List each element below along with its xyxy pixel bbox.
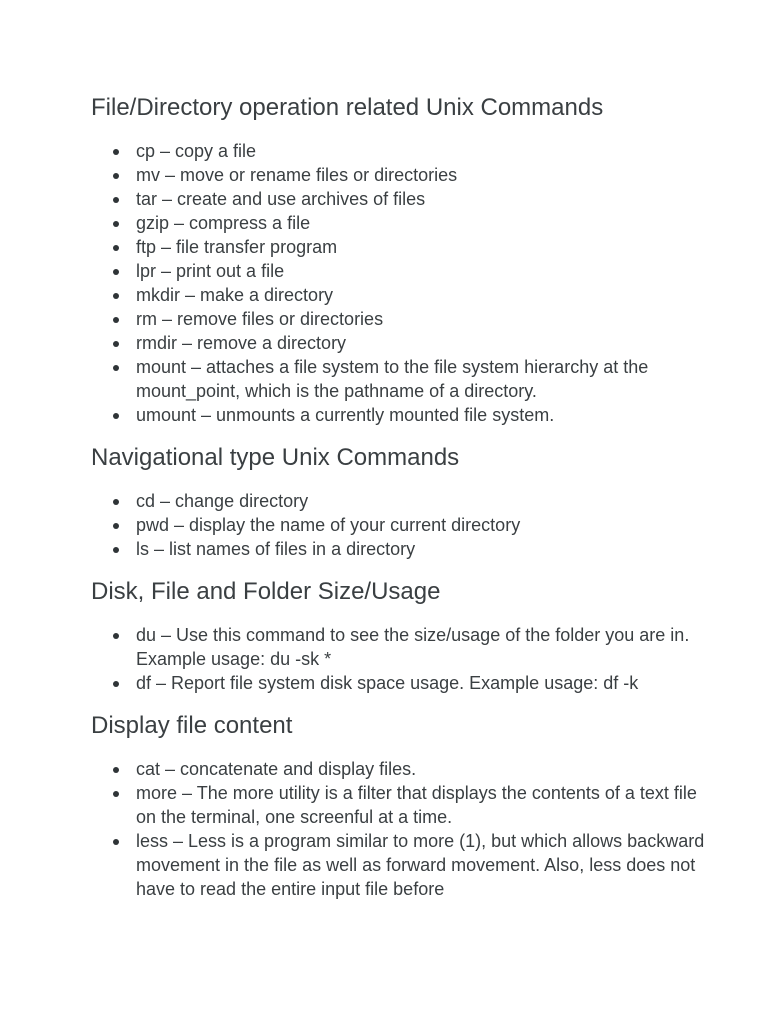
- list-item: [91, 163, 708, 187]
- list-item: [91, 829, 708, 901]
- list-item: [91, 259, 708, 283]
- list-item: [91, 283, 708, 307]
- bullet-icon: [113, 317, 119, 323]
- bullet-icon: [113, 245, 119, 251]
- bullet-icon: [113, 499, 119, 505]
- list-item: [91, 331, 708, 355]
- list-item-text: mv – move or rename files or directories: [136, 165, 458, 185]
- command-list: [91, 757, 708, 901]
- list-item-text: df – Report file system disk space usage. Example usage: df -k: [136, 673, 639, 693]
- list-item-text: rmdir – remove a directory: [136, 333, 347, 353]
- bullet-icon: [113, 221, 119, 227]
- bullet-icon: [113, 413, 119, 419]
- bullet-icon: [113, 791, 119, 797]
- list-item-text: cat – concatenate and display files.: [136, 759, 417, 779]
- bullet-icon: [113, 523, 119, 529]
- section-title: Display file content: [91, 712, 293, 739]
- list-item-text: tar – create and use archives of files: [136, 189, 426, 209]
- list-item: [91, 623, 708, 671]
- bullet-icon: [113, 149, 119, 155]
- list-item: [91, 781, 708, 829]
- section-disk-usage: [91, 577, 708, 695]
- list-item: [91, 489, 708, 513]
- bullet-icon: [113, 269, 119, 275]
- bullet-icon: [113, 341, 119, 347]
- list-item-text: rm – remove files or directories: [136, 309, 384, 329]
- list-item-text: du – Use this command to see the size/usage of the folder you are in. Example usage: du -sk *: [136, 625, 690, 669]
- command-list: [91, 139, 708, 427]
- section-navigational-commands: [91, 443, 708, 561]
- list-item: [91, 671, 708, 695]
- list-item: [91, 235, 708, 259]
- list-item-text: ftp – file transfer program: [136, 237, 338, 257]
- bullet-icon: [113, 173, 119, 179]
- list-item: [91, 211, 708, 235]
- list-item-text: less – Less is a program similar to more (1), but which allows backward movement in the file as well as forward movement. Also, less does not have to read the entire input file before: [136, 831, 705, 899]
- bullet-icon: [113, 365, 119, 371]
- command-list: [91, 623, 708, 695]
- bullet-icon: [113, 547, 119, 553]
- list-item: [91, 757, 708, 781]
- bullet-icon: [113, 633, 119, 639]
- bullet-icon: [113, 681, 119, 687]
- list-item-text: pwd – display the name of your current directory: [136, 515, 521, 535]
- section-title: File/Directory operation related Unix Commands: [91, 94, 604, 121]
- list-item: [91, 139, 708, 163]
- list-item-text: gzip – compress a file: [136, 213, 311, 233]
- list-item: [91, 355, 708, 403]
- bullet-icon: [113, 839, 119, 845]
- list-item: [91, 403, 708, 427]
- section-title: Disk, File and Folder Size/Usage: [91, 578, 441, 605]
- list-item: [91, 537, 708, 561]
- list-item-text: more – The more utility is a filter that displays the contents of a text file on the terminal, one screenful at a time.: [136, 783, 697, 827]
- list-item: [91, 307, 708, 331]
- bullet-icon: [113, 767, 119, 773]
- list-item-text: umount – unmounts a currently mounted file system.: [136, 405, 555, 425]
- bullet-icon: [113, 293, 119, 299]
- section-title: Navigational type Unix Commands: [91, 444, 460, 471]
- list-item: [91, 513, 708, 537]
- list-item-text: mount – attaches a file system to the file system hierarchy at the mount_point, which is the pathname of a directory.: [136, 357, 649, 401]
- list-item-text: cd – change directory: [136, 491, 309, 511]
- list-item-text: ls – list names of files in a directory: [136, 539, 416, 559]
- section-display-file-content: [91, 711, 708, 901]
- command-list: [91, 489, 708, 561]
- bullet-icon: [113, 197, 119, 203]
- list-item: [91, 187, 708, 211]
- list-item-text: mkdir – make a directory: [136, 285, 334, 305]
- section-file-directory-commands: [91, 93, 708, 427]
- list-item-text: lpr – print out a file: [136, 261, 285, 281]
- list-item-text: cp – copy a file: [136, 141, 257, 161]
